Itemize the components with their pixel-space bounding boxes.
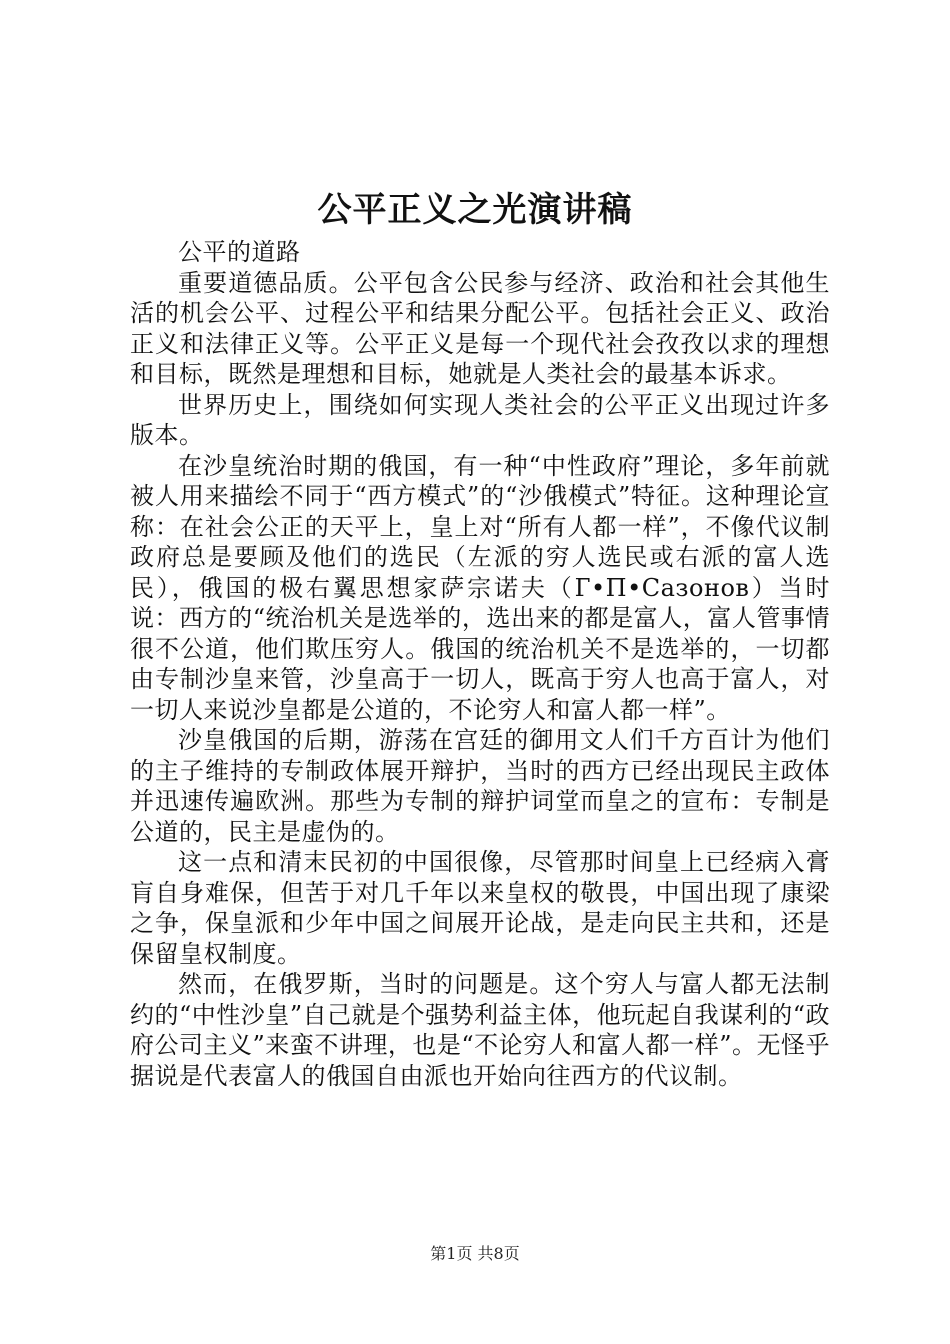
paragraph: 这一点和清末民初的中国很像，尽管那时间皇上已经病入膏肓自身难保，但苦于对几千年以来皇权的敬畏，中国出现了康梁之争，保皇派和少年中国之间展开论战，是走向民主共和，还是保留皇权制度。 [130, 848, 830, 968]
paragraph-subheading: 公平的道路 [178, 238, 301, 266]
document-body [130, 237, 830, 1091]
paragraph: 在沙皇统治时期的俄国，有一种“中性政府”理论，多年前就被人用来描绘不同于“西方模式”的“沙俄模式”特征。这种理论宣称：在社会公正的天平上，皇上对“所有人都一样”，不像代议制政府总是要顾及他们的选民（左派的穷人选民或右派的富人选民），俄国的极右翼思想家萨宗诺夫（Г•П•Сазонов）当时说：西方的“统治机关是选举的，选出来的都是富人，富人管事情很不公道，他们欺压穷人。俄国的统治机关不是选举的，一切都由专制沙皇来管，沙皇高于一切人，既高于穷人也高于富人，对一切人来说沙皇都是公道的，不论穷人和富人都一样”。 [130, 451, 830, 724]
paragraph: 沙皇俄国的后期，游荡在宫廷的御用文人们千方百计为他们的主子维持的专制政体展开辩护，当时的西方已经出现民主政体并迅速传遍欧洲。那些为专制的辩护词堂而皇之的宣布：专制是公道的，民主是虚伪的。 [130, 726, 830, 846]
page-number-footer: 第1页 共8页 [430, 1244, 520, 1263]
paragraph: 世界历史上，围绕如何实现人类社会的公平正义出现过许多版本。 [130, 390, 830, 449]
paragraph: 然而，在俄罗斯，当时的问题是。这个穷人与富人都无法制约的“中性沙皇”自己就是个强势利益主体，他玩起自我谋利的“政府公司主义”来蛮不讲理，也是“不论穷人和富人都一样”。无怪乎据说是代表富人的俄国自由派也开始向往西方的代议制。 [130, 970, 830, 1090]
document-title: 公平正义之光演讲稿 [317, 190, 633, 230]
paragraph: 重要道德品质。公平包含公民参与经济、政治和社会其他生活的机会公平、过程公平和结果分配公平。包括社会正义、政治正义和法律正义等。公平正义是每一个现代社会孜孜以求的理想和目标，既然是理想和目标，她就是人类社会的最基本诉求。 [130, 268, 830, 388]
